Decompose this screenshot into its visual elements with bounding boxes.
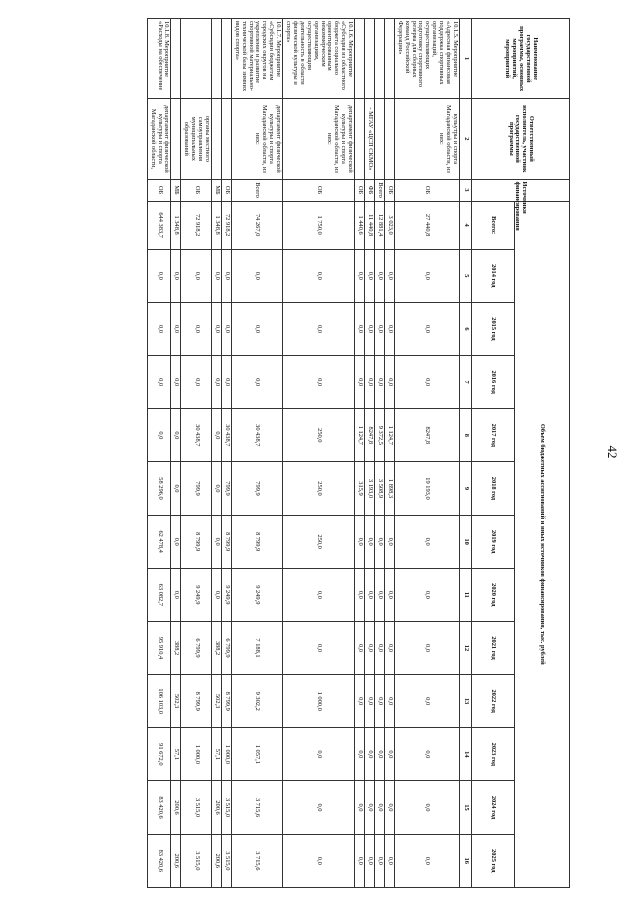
header-year: 2022 год (472, 675, 515, 728)
table-row (375, 19, 385, 888)
row-value: 0,0 (384, 834, 394, 887)
row-value: 0,0 (384, 781, 394, 834)
row-value: 0,0 (355, 621, 365, 674)
row-value: 0,0 (147, 302, 171, 355)
row-value: 8 799,9 (181, 675, 212, 728)
row-value: 74 267,0 (231, 201, 282, 249)
row-value: 0,0 (375, 675, 385, 728)
row-value: 1 898,3 (384, 462, 394, 515)
row-value: 1 000,0 (221, 728, 231, 781)
row-value: 0,0 (181, 249, 212, 302)
row-value: 63 082,7 (147, 568, 171, 621)
row-value: 0,0 (384, 568, 394, 621)
row-value: 3 515,0 (181, 781, 212, 834)
row-value: 0,0 (394, 728, 459, 781)
header-year: 2017 год (472, 409, 515, 462)
row-value: 0,0 (375, 249, 385, 302)
row-value: 3 715,6 (231, 834, 282, 887)
row-value: 0,0 (171, 515, 181, 568)
row-value: 9 249,9 (231, 568, 282, 621)
row-value: 3 715,6 (231, 781, 282, 834)
table-row (171, 19, 181, 888)
column-number: 12 (460, 621, 472, 674)
row-value: 0,0 (384, 356, 394, 409)
row-value: 8 799,9 (231, 515, 282, 568)
header-source: Источники финансирования (472, 179, 570, 201)
row-value: 3 515,0 (181, 834, 212, 887)
row-value: 0,0 (212, 302, 222, 355)
row-value: 11 440,8 (365, 201, 375, 249)
header-year: 2015 год (472, 302, 515, 355)
table-row (181, 19, 212, 888)
row-value: 19 193,0 (394, 462, 459, 515)
row-value: 8247,8 (394, 409, 459, 462)
row-value: 3 515,0 (221, 781, 231, 834)
column-number: 7 (460, 356, 472, 409)
row-value: 0,0 (394, 781, 459, 834)
row-value: 0,0 (355, 781, 365, 834)
row-value: 0,0 (384, 302, 394, 355)
header-responsible: Ответственный исполнитель, участник государственной программы (472, 99, 570, 179)
row-value: 6 799,9 (181, 621, 212, 674)
row-value: 250,0 (283, 462, 355, 515)
row-value: 0,0 (171, 409, 181, 462)
row-value: 1 348,8 (171, 201, 181, 249)
row-responsible: департамент физической культуры и спорта Магаданской области, из них: (283, 99, 355, 179)
row-value: 0,0 (365, 781, 375, 834)
row-value: 0,0 (384, 728, 394, 781)
row-value: 799,9 (181, 462, 212, 515)
page-number: 42 (605, 445, 620, 459)
row-value: 9 249,9 (181, 568, 212, 621)
row-value: 0,0 (375, 568, 385, 621)
row-value: 83 420,6 (147, 834, 171, 887)
row-source: ОБ (355, 179, 365, 201)
row-value: 9 249,9 (221, 568, 231, 621)
table-row (384, 19, 394, 888)
row-value: 0,0 (147, 249, 171, 302)
table-row (283, 19, 355, 888)
row-value: 1 348,8 (212, 201, 222, 249)
row-value: 1 057,1 (231, 728, 282, 781)
column-number: 8 (460, 409, 472, 462)
row-value: 0,0 (394, 249, 459, 302)
row-value: 83 420,6 (147, 781, 171, 834)
row-responsible (212, 99, 222, 179)
row-value: 0,0 (221, 356, 231, 409)
row-source: ОБ (394, 179, 459, 201)
row-value: 8 799,9 (221, 675, 231, 728)
row-value: 57,1 (212, 728, 222, 781)
row-value: 0,0 (212, 249, 222, 302)
row-name (384, 19, 394, 99)
table-row (212, 19, 222, 888)
row-value: 0,0 (355, 834, 365, 887)
row-value: 62 478,4 (147, 515, 171, 568)
header-total: Всего: (472, 201, 515, 249)
row-value: 0,0 (221, 249, 231, 302)
row-value: 0,0 (384, 621, 394, 674)
row-name (212, 19, 222, 99)
row-value: 0,0 (231, 356, 282, 409)
header-year: 2025 год (472, 834, 515, 887)
row-responsible (355, 99, 365, 179)
row-value: 315,9 (355, 462, 365, 515)
row-value: 0,0 (365, 568, 375, 621)
row-value: 7 188,1 (231, 621, 282, 674)
row-value: 0,0 (355, 568, 365, 621)
row-value: 200,6 (171, 834, 181, 887)
row-value: 0,0 (375, 515, 385, 568)
table-row (394, 19, 459, 888)
row-value: 0,0 (394, 515, 459, 568)
row-value: 72 918,2 (221, 201, 231, 249)
financing-table (147, 18, 570, 888)
row-name (181, 19, 212, 99)
row-value: 0,0 (171, 462, 181, 515)
row-value: 0,0 (394, 621, 459, 674)
row-value: 0,0 (365, 356, 375, 409)
row-source: Всего (375, 179, 385, 201)
column-number: 13 (460, 675, 472, 728)
row-value: 1 750,0 (283, 201, 355, 249)
header-year: 2024 год (472, 781, 515, 834)
row-value: 1 440,6 (355, 201, 365, 249)
row-value: 502,3 (171, 675, 181, 728)
header-year: 2014 год (472, 249, 515, 302)
row-value: 0,0 (394, 834, 459, 887)
row-value: 1 124,7 (355, 409, 365, 462)
row-value: 8247,8 (365, 409, 375, 462)
row-value: 9 302,2 (231, 675, 282, 728)
row-value: 27 440,8 (394, 201, 459, 249)
row-name: 10.1.6. Мероприятие «Субсидия из областного бюджета социально ориентированным некоммерческим организациям, осуществляющим деятельность в области физической культуры и спорта» (283, 19, 355, 99)
header-name: Наименование государственной программы, основных мероприятий, мероприятий (472, 19, 570, 99)
header-year: 2016 год (472, 356, 515, 409)
row-value: 8 799,9 (181, 515, 212, 568)
row-value: 0,0 (355, 302, 365, 355)
row-value: 0,0 (355, 675, 365, 728)
row-value: 200,6 (212, 834, 222, 887)
column-number: 14 (460, 728, 472, 781)
row-value: 200,6 (171, 781, 181, 834)
row-value: 0,0 (384, 675, 394, 728)
row-value: 0,0 (375, 302, 385, 355)
header-year: 2019 год (472, 515, 515, 568)
row-value: 0,0 (365, 249, 375, 302)
row-value: 0,0 (375, 356, 385, 409)
column-number: 11 (460, 568, 472, 621)
row-value: 72 918,2 (181, 201, 212, 249)
row-value: 0,0 (283, 781, 355, 834)
row-value: 0,0 (394, 302, 459, 355)
row-value: 12 881,4 (375, 201, 385, 249)
row-source: ОБ (384, 179, 394, 201)
row-value: 250,0 (283, 409, 355, 462)
row-value: 0,0 (375, 621, 385, 674)
row-value: 0,0 (221, 302, 231, 355)
row-value: 0,0 (355, 356, 365, 409)
row-name: 10.1.8. Мероприятие «Расходы на обеспечение (147, 19, 171, 99)
row-value: 0,0 (283, 356, 355, 409)
row-value: 57,1 (171, 728, 181, 781)
row-value: 0,0 (355, 249, 365, 302)
row-value: 0,0 (212, 568, 222, 621)
row-source: ОБ (221, 179, 231, 201)
row-source: ОБ (283, 179, 355, 201)
row-value: 0,0 (231, 249, 282, 302)
row-source: МБ (171, 179, 181, 201)
column-number: 6 (460, 302, 472, 355)
row-value: 91 672,0 (147, 728, 171, 781)
row-value: 0,0 (375, 728, 385, 781)
row-value: 0,0 (181, 302, 212, 355)
row-name (355, 19, 365, 99)
row-name: 10.1.5. Мероприятие «Адресная финансовая поддержка спортивных организаций, осуществляющих подготовку спортивного резерва для сборных команд Российской Федерации» (394, 19, 459, 99)
row-value: 3 193,0 (365, 462, 375, 515)
row-value: 1 000,0 (283, 675, 355, 728)
row-value: 644 383,7 (147, 201, 171, 249)
row-value: 0,0 (394, 568, 459, 621)
row-source: ОБ (181, 179, 212, 201)
header-year: 2023 год (472, 728, 515, 781)
row-value: 0,0 (212, 356, 222, 409)
column-number: 5 (460, 249, 472, 302)
row-value: 0,0 (365, 728, 375, 781)
row-value: 502,3 (212, 675, 222, 728)
row-value: 0,0 (171, 302, 181, 355)
row-value: 0,0 (375, 781, 385, 834)
row-responsible (171, 99, 181, 179)
row-source: МБ (212, 179, 222, 201)
row-name: 10.1.7. Мероприятие «Субсидии бюджетам городских округов на укрепление и развитие спортивной материально-технической базы зимних видов спорта» (231, 19, 282, 99)
row-value: 106 103,0 (147, 675, 171, 728)
row-value: 0,0 (365, 621, 375, 674)
row-value: 30 438,7 (181, 409, 212, 462)
row-source: Всего (231, 179, 282, 201)
table-row (355, 19, 365, 888)
row-value: 0,0 (355, 728, 365, 781)
row-name (221, 19, 231, 99)
row-value: 0,0 (283, 728, 355, 781)
row-value: 3 515,0 (221, 834, 231, 887)
row-value: 0,0 (365, 834, 375, 887)
column-number: 15 (460, 781, 472, 834)
row-value: 1 000,0 (181, 728, 212, 781)
row-value: 0,0 (375, 834, 385, 887)
row-value: 0,0 (171, 356, 181, 409)
row-source: ОБ (147, 179, 171, 201)
row-value: 388,2 (212, 621, 222, 674)
row-responsible: - МГАУ «ЦСП СКМО» (365, 99, 375, 179)
row-value: 0,0 (355, 515, 365, 568)
row-value: 30 438,7 (231, 409, 282, 462)
row-value: 0,0 (212, 409, 222, 462)
row-responsible (221, 99, 231, 179)
row-name (365, 19, 375, 99)
column-number: 2 (460, 99, 472, 179)
row-responsible: кульутры и спорта Магаданской области, из них: (394, 99, 459, 179)
row-value: 0,0 (365, 675, 375, 728)
row-value: 388,2 (171, 621, 181, 674)
row-responsible: органы местного самоуправления муниципальных образований (181, 99, 212, 179)
column-number: 4 (460, 201, 472, 249)
column-number: 9 (460, 462, 472, 515)
row-value: 0,0 (394, 675, 459, 728)
row-source: ФБ (365, 179, 375, 201)
header-year: 2020 год (472, 568, 515, 621)
row-value: 0,0 (283, 621, 355, 674)
table-row (221, 19, 231, 888)
column-number: 16 (460, 834, 472, 887)
header-year: 2018 год (472, 462, 515, 515)
row-value: 799,9 (231, 462, 282, 515)
row-value: 6 799,9 (221, 621, 231, 674)
table-row (365, 19, 375, 888)
row-value: 0,0 (365, 515, 375, 568)
row-value: 0,0 (171, 568, 181, 621)
row-value: 1 124,7 (384, 409, 394, 462)
row-value: 58 296,0 (147, 462, 171, 515)
column-number: 1 (460, 19, 472, 99)
row-value: 3 508,9 (375, 462, 385, 515)
header-year: 2021 год (472, 621, 515, 674)
row-name (375, 19, 385, 99)
row-value: 0,0 (231, 302, 282, 355)
row-value: 9 372,5 (375, 409, 385, 462)
row-value: 8 799,9 (221, 515, 231, 568)
column-number: 10 (460, 515, 472, 568)
row-value: 0,0 (181, 356, 212, 409)
column-number: 3 (460, 179, 472, 201)
row-value: 799,9 (221, 462, 231, 515)
row-value: 0,0 (394, 356, 459, 409)
row-value: 0,0 (283, 249, 355, 302)
row-value: 0,0 (283, 568, 355, 621)
row-value: 0,0 (147, 409, 171, 462)
row-value: 0,0 (212, 462, 222, 515)
row-value: 95 910,4 (147, 621, 171, 674)
row-name (171, 19, 181, 99)
row-value: 0,0 (283, 302, 355, 355)
row-value: 0,0 (212, 515, 222, 568)
table-row (147, 19, 171, 888)
row-responsible (375, 99, 385, 179)
row-value: 0,0 (147, 356, 171, 409)
row-value: 0,0 (384, 249, 394, 302)
row-value: 250,0 (283, 515, 355, 568)
row-responsible: департамент физической культуры и спорта Магаданской области, (147, 99, 171, 179)
table-row (231, 19, 282, 888)
row-value: 200,6 (212, 781, 222, 834)
rotated-table-container (50, 18, 570, 888)
row-value: 30 438,7 (221, 409, 231, 462)
header-funding: Объем бюджетных ассигнований и иных источников финансирования, тыс. рублей (515, 201, 570, 887)
row-responsible: департамент физической культуры и спорта Магаданской области, из них: (231, 99, 282, 179)
row-value: 3 023,0 (384, 201, 394, 249)
row-value: 0,0 (171, 249, 181, 302)
row-value: 0,0 (283, 834, 355, 887)
row-responsible (384, 99, 394, 179)
row-value: 0,0 (365, 302, 375, 355)
row-value: 0,0 (384, 515, 394, 568)
